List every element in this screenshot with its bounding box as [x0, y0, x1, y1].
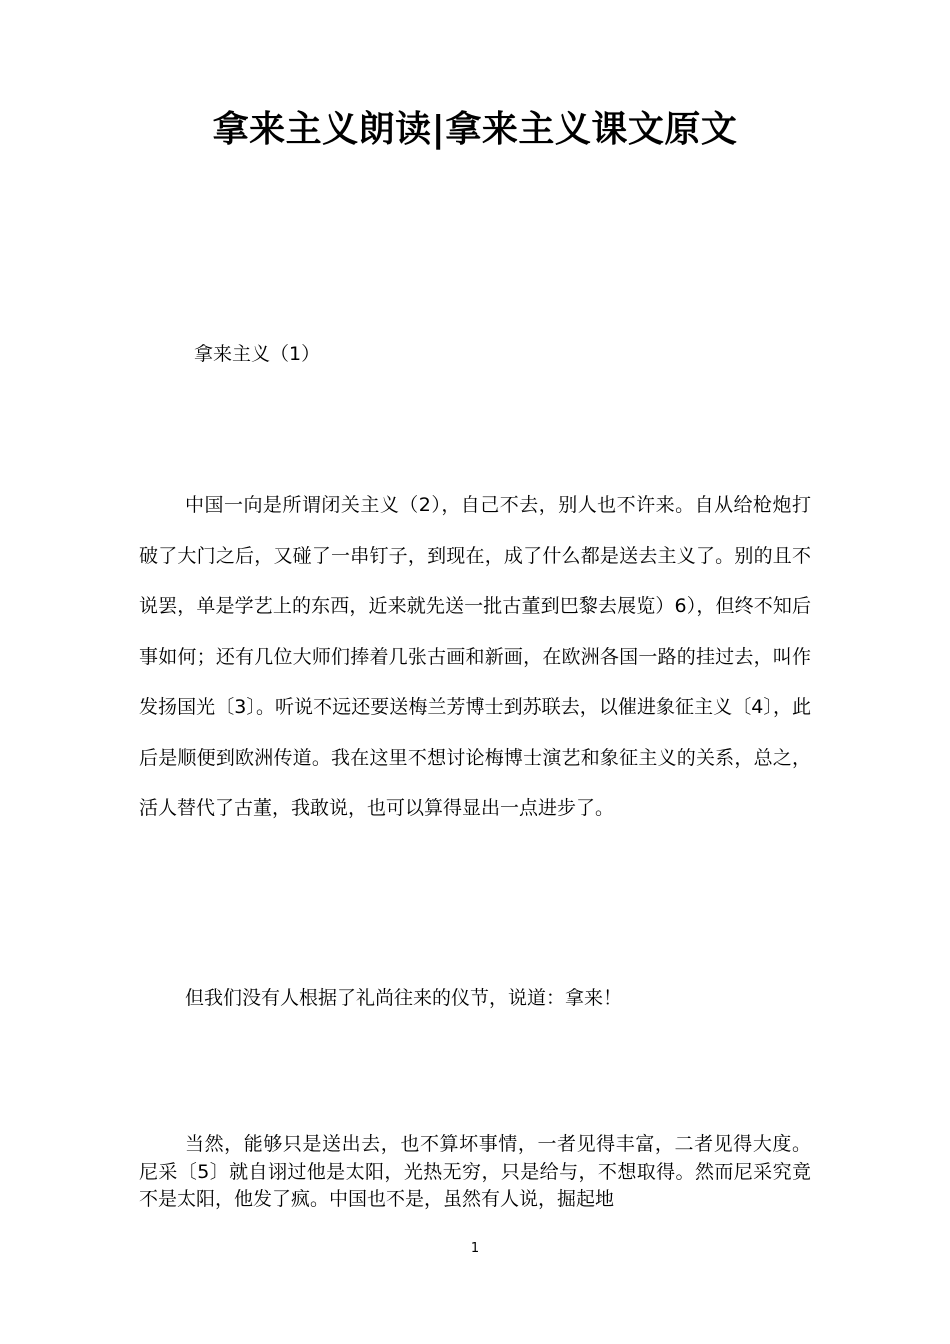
- page-number: 1: [470, 1241, 480, 1256]
- document-title: 拿来主义朗读|拿来主义课文原文: [212, 109, 738, 150]
- body-paragraph-1: 中国一向是所谓闭关主义（2），自己不去，别人也不许来。自从给枪炮打破了大门之后，又碰了一串钉子，到现在，成了什么都是送去主义了。别的且不说罢，单是学艺上的东西，近来就先送一批古董到巴黎去展览）6），但终不知后事如何；还有几位大师们捧着几张古画和新画，在欧洲各国一路的挂过去，叫作发扬国光〔3〕。听说不远还要送梅兰芳博士到苏联去，以催进象征主义〔4〕，此后是顺便到欧洲传道。我在这里不想讨论梅博士演艺和象征主义的关系，总之，活人替代了古董，我敢说，也可以算得显出一点进步了。: [139, 494, 811, 819]
- section-heading: 拿来主义（1）: [194, 343, 321, 365]
- body-paragraph-2: 但我们没有人根据了礼尚往来的仪节，说道：拿来！: [185, 987, 623, 1009]
- body-paragraph-3: 当然，能够只是送出去，也不算坏事情，一者见得丰富，二者见得大度。尼采〔5〕就自诩过他是太阳，光热无穷，只是给与，不想取得。然而尼采究竟不是太阳，他发了疯。中国也不是，虽然有人说，掘起地: [139, 1133, 811, 1210]
